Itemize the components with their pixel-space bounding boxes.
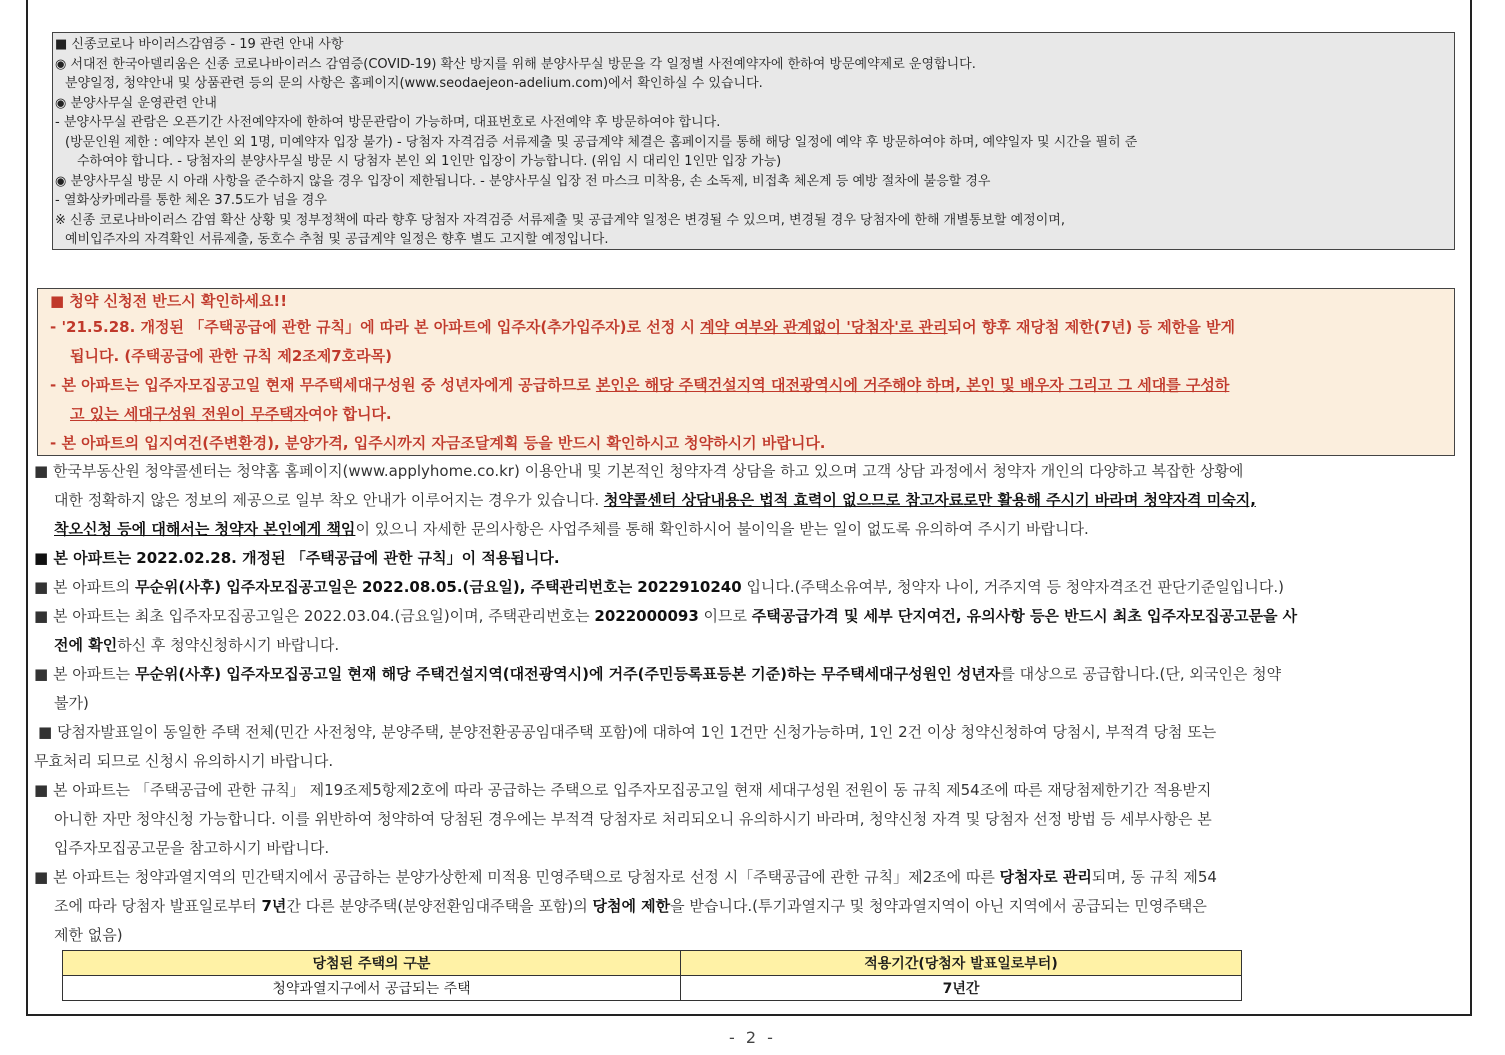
notice-line [34,544,1466,573]
notice-line [34,892,1466,921]
notice-emphasis: 청약콜센터 상담내용은 법적 효력이 없으므로 참고자료로만 활용해 주시기 바라며 청약자격 미숙지, [603,491,1256,509]
covid-line: - 열화상카메라를 통한 체온 37.5도가 넘을 경우 [55,193,327,208]
table-header-row [63,951,1242,976]
covid-line: ■ 신종코로나 바이러스감염증 - 19 관련 안내 사항 [55,37,344,52]
notice-emphasis: 무순위(사후) 입주자모집공고일은 2022.08.05.(금요일), 주택관리번호는 2022910240 [134,578,742,596]
notice-line [34,515,1466,544]
notice-text: 하신 후 청약신청하시기 바랍니다. [117,636,340,654]
notice-text: 되며, 동 규칙 제54 [1091,868,1217,886]
notice-text: 간 다른 분양주택(분양전환임대주택을 포함)의 [286,897,593,915]
notice-text: 입니다.(주택소유여부, 청약자 나이, 거주지역 등 청약자격조건 판단기준일입니다.) [741,578,1284,596]
table-row [63,976,1242,1001]
warning-text: - '21.5.28. 개정된 「주택공급에 관한 규칙」에 따라 본 아파트에 입주자(추가입주자)로 선정 시 [50,318,701,336]
table-cell: 7년간 [681,976,1242,1001]
warning-line-1 [50,313,1444,342]
covid-line: 예비입주자의 자격확인 서류제출, 동호수 추첨 및 공급계약 일정은 향후 별도 고지할 예정입니다. [65,232,609,247]
warning-text: - 본 아파트는 입주자모집공고일 현재 무주택세대구성원 중 성년자에게 공급하므로 [50,376,596,394]
notice-emphasis: ■ 본 아파트는 2022.02.28. 개정된 「주택공급에 관한 규칙」이 적용됩니다. [34,549,560,567]
notice-emphasis: 당첨자로 관리 [999,868,1092,886]
notice-text: 이 있으니 자세한 문의사항은 사업주체를 통해 확인하시어 불이익을 받는 일이 없도록 유의하여 주시기 바랍니다. [355,520,1089,538]
warning-line-4 [50,400,1444,429]
notice-emphasis: 주택공급가격 및 세부 단지여건, 유의사항 등은 반드시 최초 입주자모집공고문을 사 [751,607,1298,625]
notice-line: ■ 본 아파트는 「주택공급에 관한 규칙」 제19조제5항제2호에 따라 공급하는 주택으로 입주자모집공고일 현재 세대구성원 전원이 동 규칙 제54조에 따른 재당첨제한기간 적용받지 [34,781,1212,799]
notice-emphasis: 착오신청 등에 대해서는 청약자 본인에게 책임 [54,520,356,538]
covid-line: ◉ 분양사무실 운영관련 안내 [55,95,217,111]
notice-line: ■ 당첨자발표일이 동일한 주택 전체(민간 사전청약, 분양주택, 분양전환공공임대주택 포함)에 대하여 1인 1건만 신청가능하며, 1인 2건 이상 청약신청하여 당첨시, 부적격 당첨 또는 [38,723,1217,741]
covid-line: 분양일정, 청약안내 및 상품관련 등의 문의 사항은 홈페이지(www.seodaejeon-adelium.com)에서 확인하실 수 있습니다. [65,76,763,91]
warning-line-2: 됩니다. (주택공급에 관한 규칙 제2조제7호라목) [70,347,392,365]
notice-emphasis: 무순위(사후) 입주자모집공고일 현재 해당 주택건설지역(대전광역시)에 거주(주민등록표등본 기준)하는 무주택세대구성원인 성년자 [134,665,1001,683]
notice-line: 불가) [54,694,89,712]
notice-line [34,486,1466,515]
covid-line: (방문인원 제한 : 예약자 본인 외 1명, 미예약자 입장 불가) - 당첨자 자격검증 서류제출 및 공급계약 체결은 홈페이지를 통해 해당 일정에 예약 후 방문하여야 하며, 예약일자 및 시간을 필히 준 [65,134,1138,150]
notice-text: 대한 정확하지 않은 정보의 제공으로 일부 착오 안내가 이루어지는 경우가 있습니다. [54,491,604,509]
notice-text: 이므로 [698,607,752,625]
notice-emphasis: 전에 확인 [54,636,118,654]
covid-line: - 분양사무실 관람은 오픈기간 사전예약자에 한하여 방문관람이 가능하며, 대표번호로 사전예약 후 방문하여야 합니다. [55,115,721,130]
notice-line: 무효처리 되므로 신청시 유의하시기 바랍니다. [34,752,334,770]
page-number: - 2 - [729,1028,776,1047]
notice-list [34,457,1466,950]
warning-underline: 본인은 해당 주택건설지역 대전광역시에 거주해야 하며, 본인 및 배우자 그리고 그 세대를 구성하 [595,376,1230,394]
covid-line: ◉ 분양사무실 방문 시 아래 사항을 준수하지 않을 경우 입장이 제한됩니다. - 분양사무실 입장 전 마스크 미착용, 손 소독제, 비접촉 체온계 등 예방 절차에 불응할 경우 [55,173,991,189]
covid-line: ◉ 서대전 한국아델리움은 신종 코로나바이러스 감염증(COVID-19) 확산 방지를 위해 분양사무실 방문을 각 일정별 사전예약자에 한하여 방문예약제로 운영합니다. [55,56,976,72]
notice-line: 아니한 자만 청약신청 가능합니다. 이를 위반하여 청약하여 당첨된 경우에는 부적격 당첨자로 처리되오니 유의하시기 바라며, 청약신청 자격 및 당첨자 선정 방법 등 세부사항은 본 [54,810,1212,828]
warning-underline: 고 있는 세대구성원 전원이 무주택자 [70,405,309,423]
warning-line-3 [50,371,1444,400]
warning-line-5: - 본 아파트의 입지여건(주변환경), 분양가격, 입주시까지 자금조달계획 등을 반드시 확인하시고 청약하시기 바랍니다. [50,434,826,452]
table-cell: 청약과열지구에서 공급되는 주택 [63,976,681,1001]
notice-line [34,660,1466,689]
warning-text: 여야 합니다. [308,405,392,423]
restriction-table [62,950,1242,1001]
notice-line [34,631,1466,660]
notice-line [34,602,1466,631]
notice-emphasis: 당첨에 제한 [592,897,671,915]
notice-line: 제한 없음) [54,926,123,944]
covid-line: ※ 신종 코로나바이러스 감염 확산 상황 및 정부정책에 따라 향후 당첨자 자격검증 서류제출 및 공급계약 일정은 변경될 수 있으며, 변경될 경우 당첨자에 한해 개별통보할 예정이며, [55,212,1065,228]
warning-title: ■ 청약 신청전 반드시 확인하세요!! [50,292,288,310]
notice-line: ■ 한국부동산원 청약콜센터는 청약홈 홈페이지(www.applyhome.co.kr) 이용안내 및 기본적인 청약자격 상담을 하고 있으며 고객 상담 과정에서 청약자 개인의 다양하고 복잡한 상황에 [34,462,1244,480]
notice-line [34,863,1466,892]
covid-line: 수하여야 합니다. - 당첨자의 분양사무실 방문 시 당첨자 본인 외 1인만 입장이 가능합니다. (위임 시 대리인 1인만 입장 가능) [77,154,782,169]
notice-emphasis: 7년 [261,897,287,915]
notice-emphasis: 2022000093 [594,607,699,625]
notice-text: 을 받습니다.(투기과열지구 및 청약과열지역이 아닌 지역에서 공급되는 민영주택은 [670,897,1207,915]
notice-text: ■ 본 아파트는 청약과열지역의 민간택지에서 공급하는 분양가상한제 미적용 민영주택으로 당첨자로 선정 시「주택공급에 관한 규칙」제2조에 따른 [34,868,1000,886]
notice-text: 를 대상으로 공급합니다.(단, 외국인은 청약 [1000,665,1282,683]
warning-underline: 계약 여부와 관계없이 '당첨자'로 관리 [700,318,948,336]
notice-text: ■ 본 아파트는 최초 입주자모집공고일은 2022.03.04.(금요일)이며, 주택관리번호는 [34,607,595,625]
notice-text: ■ 본 아파트는 [34,665,135,683]
notice-text: 조에 따라 당첨자 발표일로부터 [54,897,262,915]
table-header: 당첨된 주택의 구분 [63,951,681,976]
table-header: 적용기간(당첨자 발표일로부터) [681,951,1242,976]
covid-notice-box [52,32,1455,250]
notice-text: ■ 본 아파트의 [34,578,135,596]
subscription-warning-box [37,288,1455,456]
notice-line [34,573,1466,602]
warning-text: 되어 향후 재당첨 제한(7년) 등 제한을 받게 [947,318,1235,336]
notice-line: 입주자모집공고문을 참고하시기 바랍니다. [54,839,330,857]
